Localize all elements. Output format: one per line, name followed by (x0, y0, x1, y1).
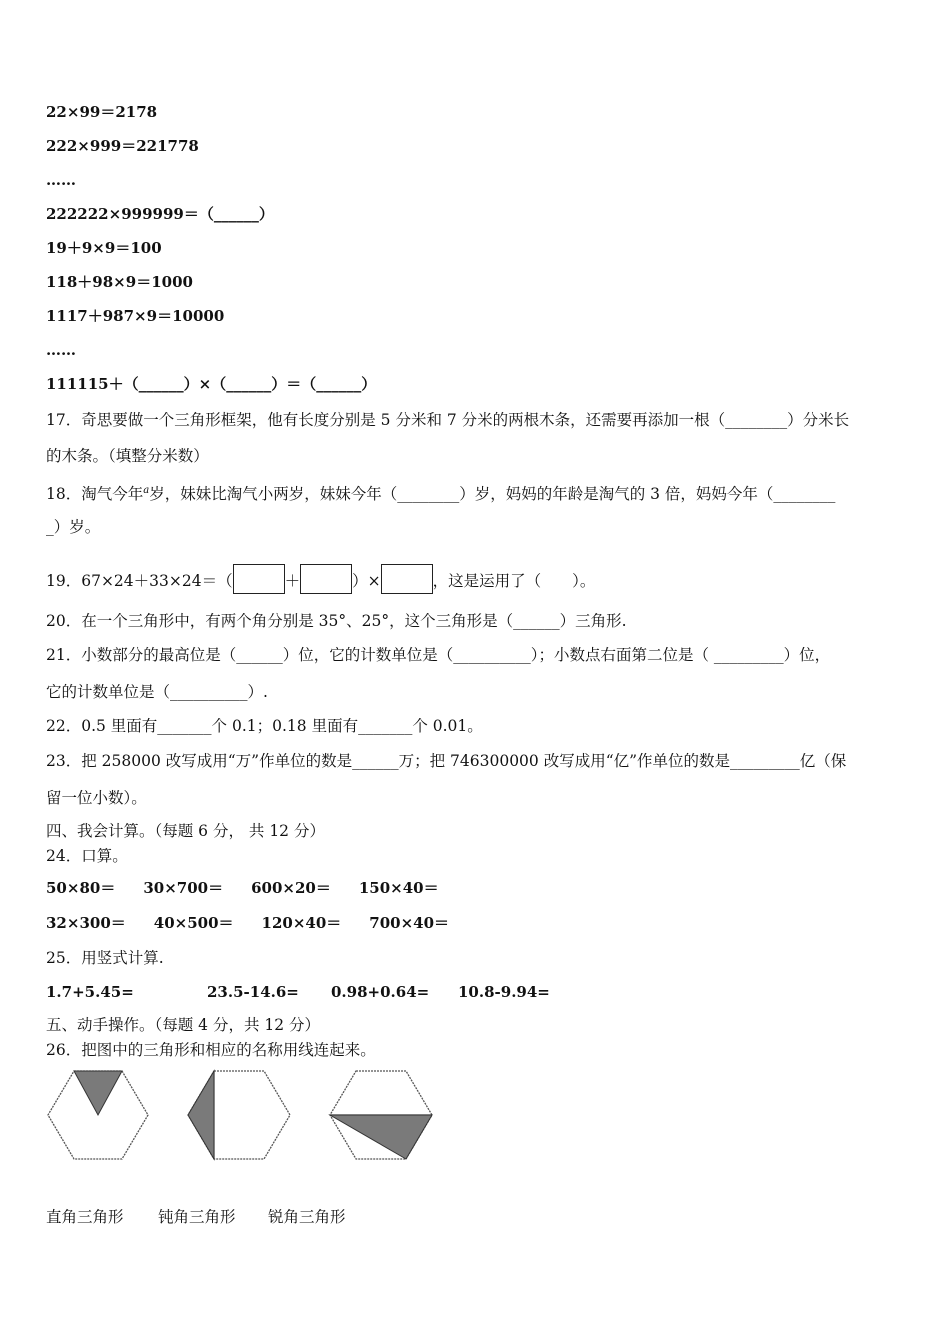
q22-line: 22．0.5 里面有_______个 0.1；0.18 里面有_______个 0.01。 (46, 717, 483, 735)
pattern-line-7: 111115＋（______）×（______）＝（______） (46, 375, 377, 393)
pattern-line-3: 222222×999999＝（______） (46, 205, 274, 223)
shaded-triangle-2[interactable] (188, 1071, 214, 1159)
q19-mid: ）× (352, 572, 381, 590)
pattern-line-1: 22×99＝2178 (46, 103, 158, 121)
q25-item-1: 1.7+5.45= (46, 983, 134, 1001)
hexagon-figure-1 (46, 1068, 150, 1164)
q24-item: 700×40＝ (369, 914, 450, 932)
q24-item: 600×20＝ (251, 879, 331, 897)
q25-title: 25．用竖式计算. (46, 949, 164, 967)
q18-part2: 岁，妹妹比淘气小两岁，妹妹今年（________）岁，妈妈的年龄是淘气的 3 倍，妈妈今年（________ (149, 485, 836, 504)
q19-suffix: ，这是运用了（ ）。 (432, 572, 596, 590)
label-acute-triangle[interactable]: 锐角三角形 (268, 1208, 346, 1226)
q17-line2: 的木条。（填整分米数） (46, 447, 209, 465)
q19-answer-box-1[interactable] (233, 564, 285, 594)
pattern-line-5: 118＋98×9＝1000 (46, 273, 193, 291)
q25-item-3: 0.98+0.64= (331, 983, 430, 1001)
q24-item: 30×700＝ (143, 879, 224, 897)
section-5-heading: 五、动手操作。（每题 4 分，共 12 分） (46, 1016, 321, 1034)
q21-line2: 它的计数单位是（__________）. (46, 683, 268, 701)
label-obtuse-triangle[interactable]: 钝角三角形 (158, 1208, 236, 1226)
pattern-line-2: 222×999＝221778 (46, 137, 199, 155)
q26-title: 26．把图中的三角形和相应的名称用线连起来。 (46, 1041, 376, 1059)
q19-answer-box-2[interactable] (300, 564, 352, 594)
q23-line1: 23．把 258000 改写成用“万”作单位的数是______万；把 746300000 改写成用“亿”作单位的数是_________亿（保 (46, 752, 847, 770)
q21-line1: 21．小数部分的最高位是（______）位，它的计数单位是（__________）；小数点右面第二位是（ _________）位， (46, 646, 831, 664)
q17-line1: 17．奇思要做一个三角形框架，他有长度分别是 5 分米和 7 分米的两根木条，还需要再添加一根（________）分米长 (46, 411, 850, 429)
label-right-triangle[interactable]: 直角三角形 (46, 1208, 124, 1226)
q24-row1 (46, 878, 439, 898)
q24-item: 40×500＝ (153, 914, 234, 932)
q24-title: 24．口算。 (46, 847, 128, 865)
q18-line2: _）岁。 (46, 518, 101, 536)
section-4-heading: 四、我会计算。（每题 6 分， 共 12 分） (46, 822, 325, 840)
q24-item: 120×40＝ (261, 914, 342, 932)
q18-variable: a (143, 485, 150, 496)
q20-line: 20．在一个三角形中，有两个角分别是 35°、25°，这个三角形是（______）三角形. (46, 612, 627, 630)
q24-item: 50×80＝ (46, 879, 116, 897)
hexagon-figure-2 (186, 1068, 292, 1164)
q24-item: 32×300＝ (46, 914, 126, 932)
pattern-ellipsis-1: …… (46, 171, 76, 189)
pattern-ellipsis-2: …… (46, 341, 76, 359)
pattern-line-6: 1117＋987×9＝10000 (46, 307, 225, 325)
q25-item-2: 23.5-14.6= (207, 983, 299, 1001)
q25-item-4: 10.8-9.94= (458, 983, 550, 1001)
q23-line2: 留一位小数）。 (46, 789, 147, 807)
hexagon-figure-3 (328, 1068, 434, 1164)
q18-part1: 18．淘气今年 (46, 485, 144, 504)
q24-item: 150×40＝ (358, 879, 439, 897)
q24-row2 (46, 913, 449, 933)
q19-answer-box-3[interactable] (381, 564, 433, 594)
q19-plus: ＋ (284, 572, 301, 590)
q19-prefix: 19．67×24＋33×24＝（ (46, 572, 233, 590)
q19-line (46, 564, 595, 594)
pattern-line-4: 19＋9×9＝100 (46, 239, 162, 257)
q18-line1 (46, 481, 835, 504)
